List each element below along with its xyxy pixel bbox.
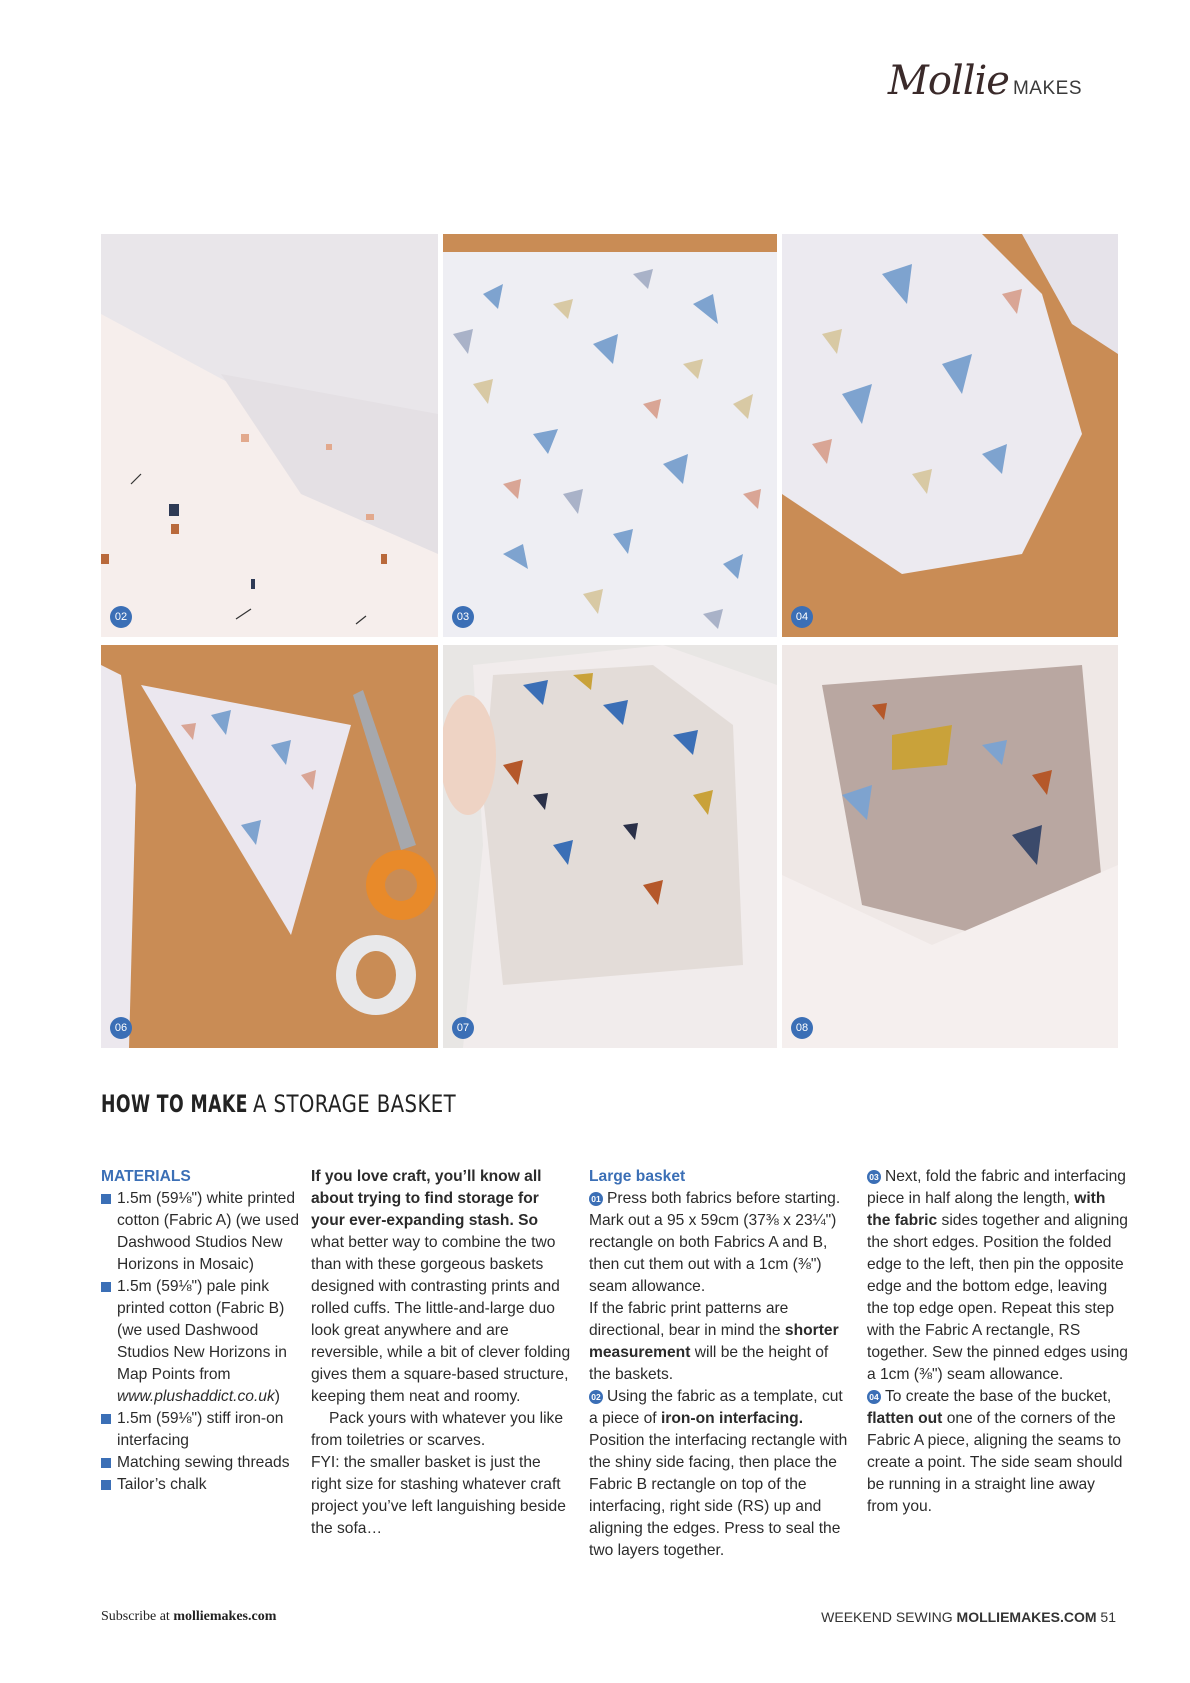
photo-step-07 [443, 645, 777, 1048]
step-number-icon: 03 [867, 1170, 881, 1184]
step-number-icon: 02 [589, 1390, 603, 1404]
intro-lead: If you love craft, you’ll know all about trying to find storage for your ever-expanding stash. So [311, 1168, 542, 1229]
photo-step-08 [782, 645, 1118, 1048]
photo-step-04 [782, 234, 1118, 637]
materials-heading: MATERIALS [101, 1168, 191, 1185]
photo-step-02 [101, 234, 438, 637]
photo-step-06 [101, 645, 438, 1048]
materials-column [101, 1166, 301, 1496]
logo-script: Mollie [887, 58, 1009, 104]
photo-step-03 [443, 234, 777, 637]
step-1: 01 Press both fabrics before starting. Mark out a 95 x 59cm (37⅜ x 23¼") rectangle on both Fabrics A and B, then cut them out with a 1cm (⅜") seam allowance. [589, 1190, 841, 1295]
article-headline [101, 1088, 500, 1119]
footer-section: WEEKEND SEWING MOLLIEMAKES.COM 51 [821, 1609, 1116, 1625]
step-2: 02 Using the fabric as a template, cut a piece of iron-on interfacing. Position the interfacing rectangle with the shiny side facing, then place the Fabric B rectangle on top of the interfacing, right side (RS) up and aligning the edges. Press to seal the two layers together. [589, 1388, 848, 1559]
materials-item: 1.5m (59⅛") white printed cotton (Fabric A) (we used Dashwood Studios New Horizons in Mosaic) [101, 1188, 301, 1276]
step-badge: 06 [110, 1017, 132, 1039]
large-basket-column [589, 1166, 851, 1562]
materials-item: Tailor’s chalk [101, 1474, 301, 1496]
intro-column [311, 1166, 573, 1540]
intro-paragraph: If you love craft, you’ll know all about trying to find storage for your ever-expanding stash. So what better way to combine the two than with these gorgeous baskets designed with contrasting prints and rolled cuffs. The little-and-large duo look great anywhere and are reversible, while a bit of clever folding gives them a square-based structure, keeping them neat and roomy. [311, 1168, 571, 1405]
step-badge: 08 [791, 1017, 813, 1039]
footer-subscribe-link[interactable]: molliemakes.com [173, 1609, 277, 1624]
steps-column [867, 1166, 1129, 1518]
large-basket-heading: Large basket [589, 1168, 686, 1185]
materials-item: 1.5m (59⅛") pale pink printed cotton (Fabric B) (we used Dashwood Studios New Horizons in Map Points from www.plushaddict.co.uk) [101, 1276, 301, 1408]
materials-list [101, 1188, 301, 1496]
materials-item: Matching sewing threads [101, 1452, 301, 1474]
headline-light: A STORAGE BASKET [252, 1090, 456, 1118]
step-1-note: If the fabric print patterns are directional, bear in mind the shorter measurement will be the height of the baskets. [589, 1300, 839, 1383]
intro-paragraph-3: FYI: the smaller basket is just the right size for stashing whatever craft project you’ve left languishing beside the sofa… [311, 1454, 566, 1537]
step-badge: 02 [110, 606, 132, 628]
footer-subscribe: Subscribe at molliemakes.com [101, 1609, 277, 1624]
photo-grid [101, 234, 1118, 1048]
step-number-icon: 01 [589, 1192, 603, 1206]
materials-url: www.plushaddict.co.uk [117, 1388, 275, 1405]
step-badge: 04 [791, 606, 813, 628]
intro-paragraph-2: Pack yours with whatever you like from toiletries or scarves. [311, 1410, 564, 1449]
step-number-icon: 04 [867, 1390, 881, 1404]
page-number: 51 [1100, 1609, 1116, 1625]
footer-site[interactable]: MOLLIEMAKES.COM [956, 1609, 1097, 1625]
step-3: 03 Next, fold the fabric and interfacing piece in half along the length, with the fabric sides together and aligning the short edges. Position the folded edge to the left, then pin the opposite edge and the bottom edge, leaving the top edge open. Repeat this step with the Fabric A rectangle, RS together. Sew the pinned edges using a 1cm (⅜") seam allowance. [867, 1168, 1128, 1383]
materials-item: 1.5m (59⅛") stiff iron-on interfacing [101, 1408, 301, 1452]
step-badge: 07 [452, 1017, 474, 1039]
headline-bold: HOW TO MAKE [101, 1090, 248, 1118]
step-badge: 03 [452, 606, 474, 628]
logo-makes: MAKES [1012, 78, 1082, 99]
mollie-makes-logo [888, 58, 1082, 104]
step-4: 04 To create the base of the bucket, flatten out one of the corners of the Fabric A piece, aligning the seams to create a point. The side seam should be running in a straight line away from you. [867, 1388, 1123, 1515]
